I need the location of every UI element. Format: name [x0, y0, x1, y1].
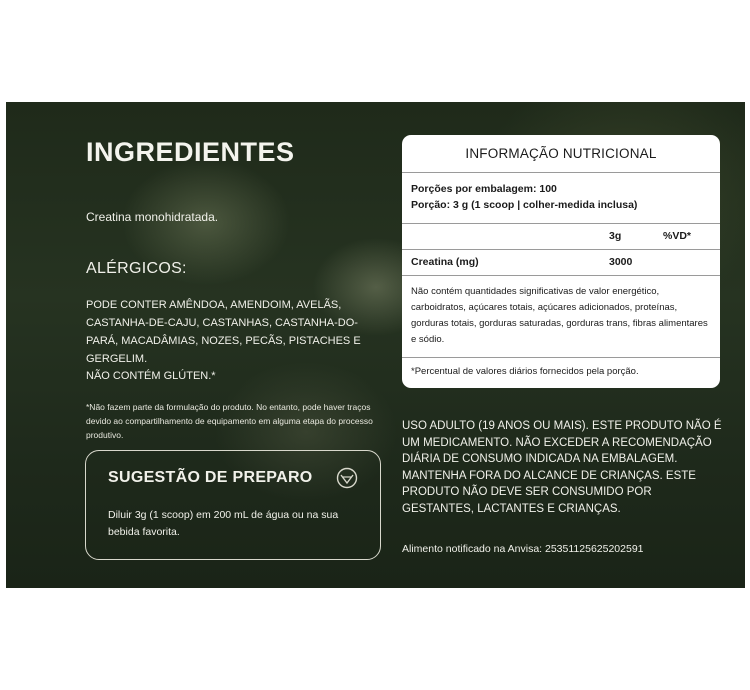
preparation-text: Diluir 3g (1 scoop) em 200 mL de água ou na sua bebida favorita.	[108, 509, 339, 538]
header-portion: 3g	[609, 230, 622, 242]
allergens-title: ALÉRGICOS:	[86, 260, 187, 277]
dv-footnote: *Percentual de valores diários fornecidos pela porção.	[411, 366, 639, 377]
nutrient-value: 3000	[609, 256, 633, 268]
product-info-banner	[6, 102, 745, 588]
scoop-badge-icon	[336, 467, 358, 489]
nutrition-disclaimer: Não contém quantidades significativas de valor energético, carboidratos, açúcares totais, açúcares adicionados, proteínas, gorduras totais, gorduras saturadas, gorduras trans, fibras alimentares e sódio.	[402, 276, 720, 358]
usage-warning: USO ADULTO (19 ANOS OU MAIS). ESTE PRODUTO NÃO É UM MEDICAMENTO. NÃO EXCEDER A RECOMENDAÇÃO DIÁRIA DE CONSUMO INDICADA NA EMBALAGEM. MANTENHA FORA DO ALCANCE DE CRIANÇAS. ESTE PRODUTO NÃO DEVE SER CONSUMIDO POR GESTANTES, LACTANTES E CRIANÇAS.	[402, 420, 722, 515]
ingredients-title: INGREDIENTES	[86, 137, 295, 167]
preparation-title: SUGESTÃO DE PREPARO	[108, 469, 313, 486]
nutrition-header-row	[402, 224, 720, 250]
ingredients-section	[86, 137, 376, 442]
allergens-footnote: *Não fazem parte da formulação do produto. No entanto, pode haver traços devido ao compartilhamento de equipamento em alguma etapa do processo produtivo.	[86, 402, 373, 440]
nutrition-title: INFORMAÇÃO NUTRICIONAL	[402, 135, 720, 173]
preparation-card	[85, 450, 381, 560]
anvisa-notice: Alimento notificado na Anvisa: 25351125625202591	[402, 543, 644, 555]
servings-per-package: Porções por embalagem: 100	[411, 183, 557, 195]
gluten-notice: NÃO CONTÉM GLÚTEN.*	[86, 370, 216, 382]
ingredients-text: Creatina monohidratada.	[86, 210, 219, 224]
allergens-text: PODE CONTER AMÊNDOA, AMENDOIM, AVELÃS, CASTANHA-DE-CAJU, CASTANHAS, CASTANHA-DO-PARÁ, MACADÂMIAS, NOZES, PECÃS, PISTACHES E GERGELIM.	[86, 299, 361, 365]
serving-size: Porção: 3 g (1 scoop | colher-medida inclusa)	[411, 199, 638, 211]
nutrient-name: Creatina (mg)	[411, 256, 479, 268]
nutrition-row	[402, 250, 720, 276]
nutrition-facts-card	[402, 135, 720, 388]
servings-info	[402, 173, 720, 224]
header-dv: %VD*	[663, 230, 692, 242]
